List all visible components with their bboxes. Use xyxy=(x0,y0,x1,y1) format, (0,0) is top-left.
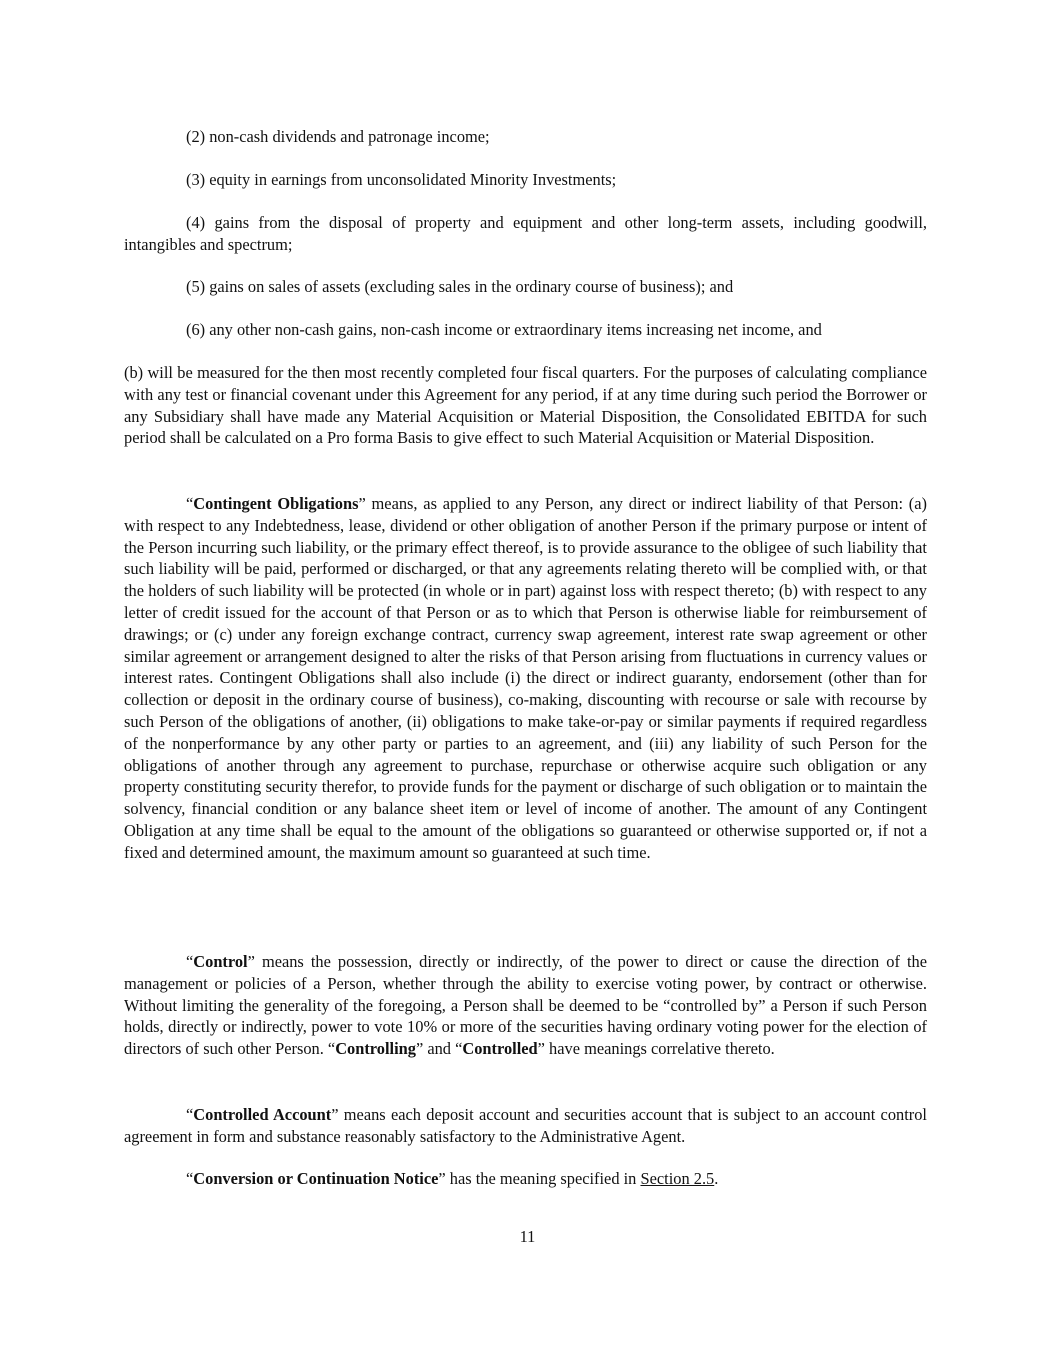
defined-term: Controlled Account xyxy=(193,1105,332,1124)
defined-term-controlled: Controlled xyxy=(462,1039,538,1059)
definition-conversion-notice xyxy=(124,1168,927,1190)
definition-control xyxy=(124,951,927,1060)
defined-term: Control xyxy=(193,952,248,971)
defined-term: Conversion or Continuation Notice xyxy=(193,1169,439,1188)
open-quote: “ xyxy=(186,494,194,513)
definition-text: ” means, as applied to any Person, any direct or indirect liability of that Person: (a) with respect to any Indebtedness, lease, dividend or other obligation of another Person if the primary purpose or intent of the Person incurring such liability, or the primary effect thereof, is to provide assurance to the obligee of such liability that such liability will be paid, performed or discharged, or that any agreements relating thereto will be complied with, or that the holders of such liability will be protected (in whole or in part) against loss with respect thereto; (b) with respect to any letter of credit issued for the account of that Person or as to which that Person is otherwise liable for reimbursement of drawings; or (c) under any foreign exchange contract, currency swap agreement, interest rate swap agreement or other similar agreement or arrangement designed to alter the risks of that Person arising from fluctuations in currency values or interest rates. Contingent Obligations shall also include (i) the direct or indirect guaranty, endorsement (other than for collection or deposit in the ordinary course of business), co-making, discounting with recourse or sale with recourse by such Person of the obligations of another, (ii) obligations to make take-or-pay or similar payments if required regardless of the nonperformance by any other party or parties to an agreement, and (iii) any liability of such Person for the obligations of another through any agreement to purchase, repurchase or otherwise acquire such obligation or any property constituting security therefor, to provide funds for the payment or discharge of such obligation or to maintain the solvency, financial condition or any balance sheet item or level of income of another. The amount of any Contingent Obligation at any time shall be equal to the amount of the obligations so guaranteed or otherwise supported or, if not a fixed and determined amount, the maximum amount so guaranteed at such time. xyxy=(124,494,927,862)
definition-text: ” has the meaning specified in xyxy=(438,1169,641,1188)
definition-text: ” means the possession, directly or indirectly, of the power to direct or cause the direction of the management or policies of a Person, whether through the ability to exercise voting power, by contract or otherwise. Without limiting the generality of the foregoing, a Person shall be deemed to be “controlled by” a Person if such Person holds, directly or indirectly, power to vote 10% or more of the securities having ordinary voting power for the election of directors of such other Person. “ xyxy=(124,952,927,1059)
open-quote: “ xyxy=(186,1105,194,1124)
definition-controlled-account xyxy=(124,1104,927,1148)
definition-text: ” means each deposit account and securities account that is subject to an account control agreement in form and substance reasonably satisfactory to the Administrative Agent. xyxy=(124,1105,927,1146)
defined-term: Contingent Obligations xyxy=(193,494,359,513)
clause-item-3: (3) equity in earnings from unconsolidated Minority Investments; xyxy=(186,170,617,189)
section-reference-link[interactable]: Section 2.5 xyxy=(640,1169,715,1188)
clause-item-4: (4) gains from the disposal of property and equipment and other long-term assets, including goodwill, intangibles and spectrum; xyxy=(124,213,927,254)
clause-item-2: (2) non-cash dividends and patronage income; xyxy=(186,127,490,146)
clause-b-paragraph: (b) will be measured for the then most recently completed four fiscal quarters. For the purposes of calculating compliance with any test or financial covenant under this Agreement for any period, if at any time during such period the Borrower or any Subsidiary shall have made any Material Acquisition or Material Disposition, the Consolidated EBITDA for such period shall be calculated on a Pro forma Basis to give effect to such Material Acquisition or Material Disposition. xyxy=(124,363,927,448)
clause-item-5: (5) gains on sales of assets (excluding sales in the ordinary course of business); and xyxy=(186,277,734,296)
defined-term-controlling: Controlling xyxy=(335,1039,416,1059)
open-quote: “ xyxy=(186,952,194,971)
definition-contingent-obligations xyxy=(124,493,927,864)
definition-text-tail: ” have meanings correlative thereto. xyxy=(537,1039,775,1059)
open-quote: “ xyxy=(186,1169,194,1188)
definition-text-mid: ” and “ xyxy=(415,1039,463,1059)
clause-item-6: (6) any other non-cash gains, non-cash income or extraordinary items increasing net income, and xyxy=(186,320,822,339)
definition-text-tail: . xyxy=(714,1169,719,1188)
page-number: 11 xyxy=(519,1227,536,1246)
